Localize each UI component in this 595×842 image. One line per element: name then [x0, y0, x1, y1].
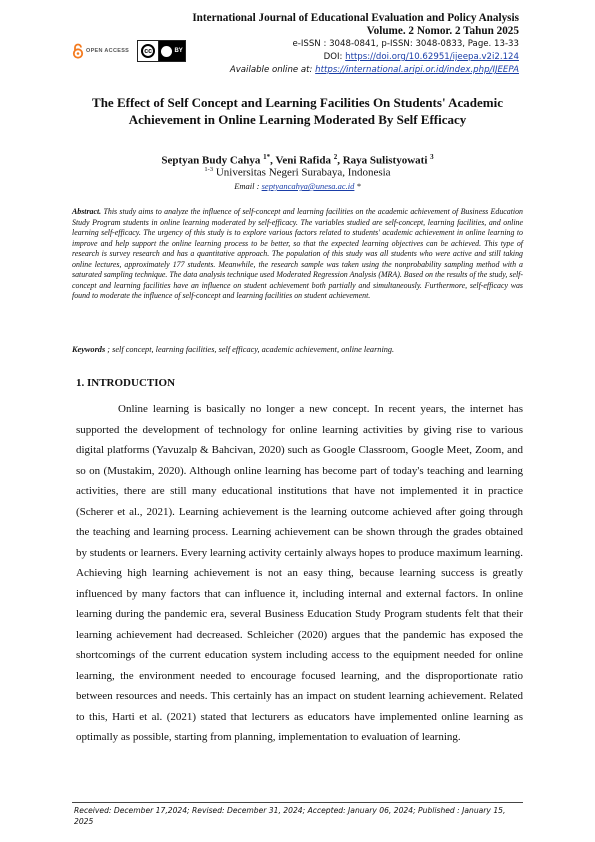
author-list: Septyan Budy Cahya $^{1*}$, Veni Rafida $^2$, Raya Sulistyowati $^3$ — [161, 153, 434, 167]
by-text: BY — [174, 48, 183, 54]
author-name: Septyan Budy Cahya — [161, 154, 261, 167]
license-logos — [72, 40, 186, 62]
by-mark — [159, 41, 185, 61]
email-suffix: * — [354, 181, 361, 191]
author-sup: 1* — [263, 153, 271, 161]
keywords-text: ; self concept, learning facilities, self efficacy, academic achievement, online learning. — [105, 345, 395, 354]
author-sup: 2 — [333, 153, 338, 161]
journal-header — [192, 12, 519, 77]
publication-dates: Received: December 17,2024; Revised: December 31, 2024; Accepted: January 06, 2024; Published : January 15, 2025 — [74, 806, 506, 826]
issn-info: e-ISSN : 3048-0841, p-ISSN: 3048-0833, Page. 13-33 — [292, 39, 519, 49]
journal-name: International Journal of Educational Evaluation and Policy Analysis — [192, 12, 519, 24]
abstract-label: Abstract. — [72, 207, 102, 216]
attribution-icon — [161, 46, 172, 57]
affiliation-sup: 1-3 — [204, 166, 214, 173]
footer-divider — [72, 802, 523, 803]
author-name: Veni Rafida — [275, 154, 331, 167]
paper-title: The Effect of Self Concept and Learning Facilities On Students' Academic Achievement in Online Learning Moderated By Self Efficacy — [92, 95, 503, 127]
cc-icon: cc — [141, 44, 155, 58]
journal-volume: Volume. 2 Nomor. 2 Tahun 2025 — [366, 25, 519, 37]
author-sup: 3 — [430, 153, 434, 161]
section-heading: 1. INTRODUCTION — [76, 377, 176, 389]
cc-mark — [138, 41, 159, 61]
body-paragraph: Online learning is basically no longer a new concept. In recent years, the internet has supported the development of technology for online learning activities by giving rise to various digital platforms (Yavuzalp & Bahcivan, 2020) such as Google Classroom, Google Meet, Zoom, and so on (Mustakim, 2020). Although online learning has become part of today's teaching and learning activities, there are still many educational institutions that have not implemented it in practice (Scherer et al., 2021). Learning achievement is the learning outcome achieved after going through the teaching and learning process. Learning achievement can be shown through the grades obtained by students or learners. Every learning activity certainly always hopes to produce maximum learning. Achieving high learning achievement is not an easy thing, because learning success is greatly influenced by many factors that can influence it, including internal and external factors. In online learning during the pandemic era, several Business Education Study Program students felt that their learning achievement had decreased. Schleicher (2020) argues that the pandemic has exposed the shortcomings of the current education system including access to the equipment needed for online learning, the environment needed to encourage focused learning, and the disproportionate ratio between resources and needs. This certainly has an impact on student learning achievement. Related to this, Harti et al. (2021) stated that lecturers as educators have implemented online learning as optimally as possible, starting from planning, implementation to evaluation of learning. — [76, 403, 523, 743]
journal-url-link[interactable]: https://international.aripi.or.id/index.php/IJEEPA — [315, 65, 519, 75]
email-label: Email : — [234, 181, 262, 191]
keywords — [72, 345, 523, 354]
open-access-icon — [72, 43, 84, 59]
email-link[interactable]: septyancahya@unesa.ac.id — [261, 181, 355, 191]
cc-by-license-badge[interactable] — [137, 40, 186, 62]
affiliation — [72, 166, 523, 179]
available-online-line — [192, 64, 519, 77]
doi-label: DOI: — [323, 52, 346, 62]
affiliation-text: Universitas Negeri Surabaya, Indonesia — [215, 166, 391, 179]
email-line — [72, 181, 523, 191]
abstract-text: This study aims to analyze the influence of self-concept and learning facilities on the academic achievement of Business Education Study Program students in online learning moderated by self-efficacy. The variables studied are self-concept, learning facilities, and online learning self-efficacy. The urgency of this study is to explore various factors related to students' academic achievement in online learning to improve and help support the online learning process to be better, so that the expected learning objectives can be achieved. This type of research is survey research and has a quantitative approach. The population of this study was all students who were active and still taking online lectures, approximately 177 students. Meanwhile, the research sample was taken using the nonprobability sampling method with a saturated sampling technique. The data analysis technique used Moderated Regression Analysis (MRA). Based on the results of the study, self-concept and learning facilities have an influence on student achievement both partially and simultaneously. Furthermore, self-efficacy was found to moderate the influence of self-concept and learning facilities on student achievement. — [72, 207, 523, 300]
doi-line — [192, 51, 519, 64]
keywords-label: Keywords — [72, 345, 106, 354]
author-name: Raya Sulistyowati — [342, 154, 428, 167]
doi-link[interactable]: https://doi.org/10.62951/ijeepa.v2i2.124 — [345, 52, 519, 62]
open-access-logo — [72, 43, 129, 59]
open-access-text: OPEN ACCESS — [86, 48, 130, 54]
available-label: Available online at: — [229, 65, 316, 75]
abstract — [72, 207, 523, 302]
